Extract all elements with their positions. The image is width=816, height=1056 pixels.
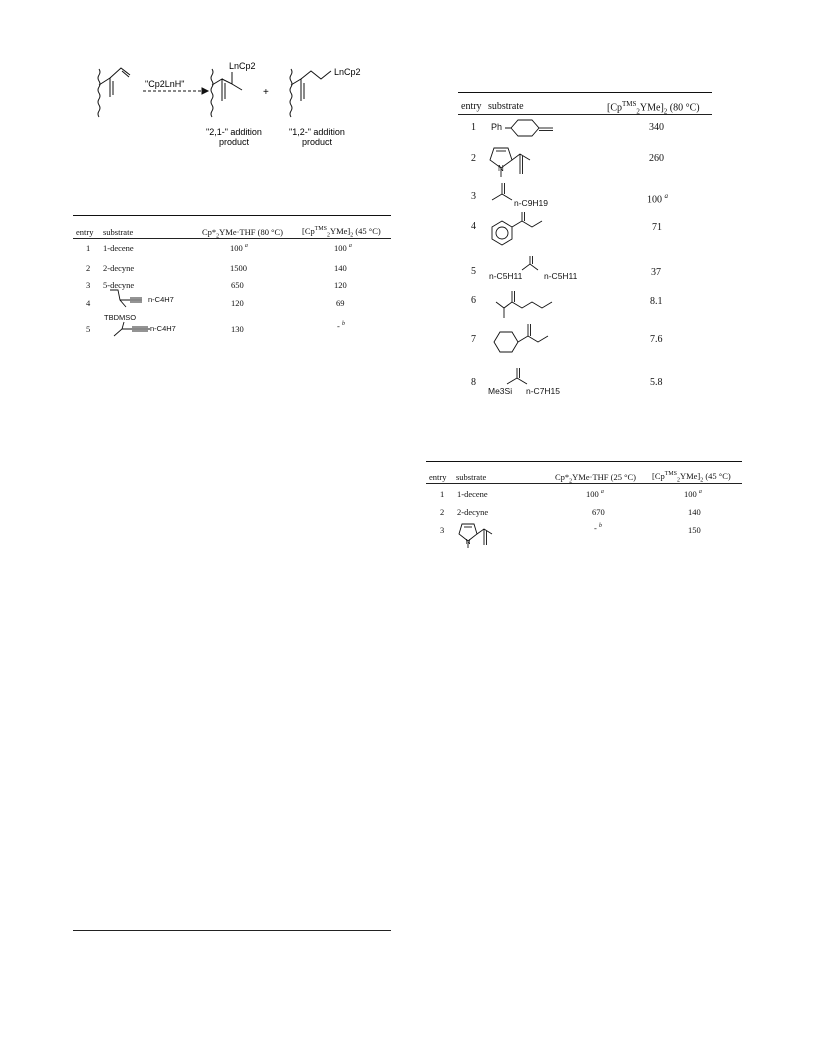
entry-cell: 1 — [471, 122, 476, 133]
table-right-header-substrate: substrate — [488, 101, 524, 112]
value-cell: 140 — [334, 263, 347, 273]
nitrogen-label: N — [465, 539, 471, 546]
value-cell: 150 — [688, 525, 701, 535]
substrate-structure — [520, 256, 544, 276]
value-cell: 140 — [688, 507, 701, 517]
substrate-cell: 1-decene — [103, 243, 134, 253]
entry-cell: 6 — [471, 295, 476, 306]
value-cell: 37 — [651, 267, 661, 278]
entry-cell: 2 — [86, 263, 91, 273]
plus-sign: + — [263, 87, 269, 98]
substrate-structure — [486, 140, 546, 182]
substrate-label: n-C4H7 — [148, 295, 174, 304]
reaction-scheme — [88, 55, 388, 155]
product-12-group: LnCp2 — [334, 67, 361, 77]
substrate-cell: 1-decene — [457, 489, 488, 499]
substrate-label-2: n-C5H11 — [544, 271, 578, 281]
value-cell: 100 $^a$ — [684, 489, 702, 499]
entry-cell: 4 — [86, 298, 91, 308]
table-right-top-rule — [458, 92, 712, 93]
reagent-label: "Cp2LnH" — [145, 79, 185, 89]
substrate-tail-label: n-C4H7 — [150, 324, 176, 333]
value-cell: 69 — [336, 298, 345, 308]
value-cell: 100 $^a$ — [230, 243, 248, 253]
substrate-cell: 2-decyne — [457, 507, 489, 517]
substrate-label: Me3Si — [488, 386, 513, 396]
value-cell: 71 — [652, 222, 662, 233]
label-12-product: product — [302, 137, 333, 147]
value-cell: 7.6 — [650, 334, 663, 345]
entry-cell: 8 — [471, 377, 476, 388]
entry-cell: 2 — [440, 507, 445, 517]
value-cell: 100 $^a$ — [647, 192, 668, 206]
substrate-structure — [490, 322, 570, 364]
substrate-label: Ph — [491, 122, 503, 132]
table-bottom-header-substrate: substrate — [456, 472, 487, 482]
table-left-top-rule — [73, 215, 391, 216]
table-left-header-substrate: substrate — [103, 227, 134, 237]
substrate-label: n-C5H11 — [489, 271, 523, 281]
substrate-structure — [488, 212, 558, 252]
entry-cell: 3 — [471, 191, 476, 202]
value-cell: - $^b$ — [337, 321, 345, 331]
product-21-group: LnCp2 — [229, 61, 256, 71]
value-cell: 120 — [231, 298, 244, 308]
table-right-header-value: $[Cp^{TMS}_2YMe]_2$ (80 °C) — [607, 100, 700, 116]
value-cell: 130 — [231, 324, 244, 334]
value-cell: 100 $^a$ — [586, 489, 604, 499]
entry-cell: 2 — [471, 153, 476, 164]
table-left-header-col1: $Cp*_2YMe\cdot THF$ (80 °C) — [202, 227, 283, 240]
substrate-cell: 2-decyne — [103, 263, 135, 273]
label-21-product: product — [219, 137, 250, 147]
value-cell: 5.8 — [650, 377, 663, 388]
table-bottom-header-col2: $[Cp^{TMS}_2YMe]_2$ (45 °C) — [652, 471, 731, 484]
table-right-header-rule — [458, 114, 712, 115]
table-left-header-rule — [73, 238, 391, 239]
substrate-label: n-C9H19 — [514, 198, 549, 208]
value-cell: - $^b$ — [594, 523, 602, 533]
entry-cell: 4 — [471, 221, 476, 232]
value-cell: 120 — [334, 280, 347, 290]
entry-cell: 7 — [471, 334, 476, 345]
value-cell: 8.1 — [650, 296, 663, 307]
value-cell: 650 — [231, 280, 244, 290]
value-cell: 260 — [649, 153, 664, 164]
substrate-label: TBDMSO — [104, 313, 137, 322]
entry-cell: 1 — [440, 489, 445, 499]
table-bottom-top-rule — [426, 461, 742, 462]
entry-cell: 3 — [440, 525, 445, 535]
footnote-rule — [73, 930, 391, 931]
table-bottom-header-rule — [426, 483, 742, 484]
table-left-header-entry: entry — [76, 227, 94, 237]
label-12-addition: "1,2-" addition — [289, 127, 345, 137]
entry-cell: 1 — [86, 243, 91, 253]
entry-cell: 5 — [471, 266, 476, 277]
value-cell: 670 — [592, 507, 605, 517]
value-cell: 1500 — [230, 263, 247, 273]
entry-cell: 5 — [86, 324, 91, 334]
substrate-structure — [456, 518, 506, 554]
table-right-header-entry: entry — [461, 101, 482, 112]
nitrogen-label: N — [498, 164, 504, 173]
substrate-label-2: n-C7H15 — [526, 386, 561, 396]
entry-cell: 3 — [86, 280, 91, 290]
label-21-addition: "2,1-" addition — [206, 127, 262, 137]
table-bottom-header-entry: entry — [429, 472, 447, 482]
value-cell: 100 $^a$ — [334, 243, 352, 253]
value-cell: 340 — [649, 122, 664, 133]
substrate-cell: 5-decyne — [103, 280, 135, 290]
table-bottom-header-col1: $Cp*_2YMe\cdot THF$ (25 °C) — [555, 472, 636, 485]
table-left-header-col2: $[Cp^{TMS}_2YMe]_2$ (45 °C) — [302, 226, 381, 239]
